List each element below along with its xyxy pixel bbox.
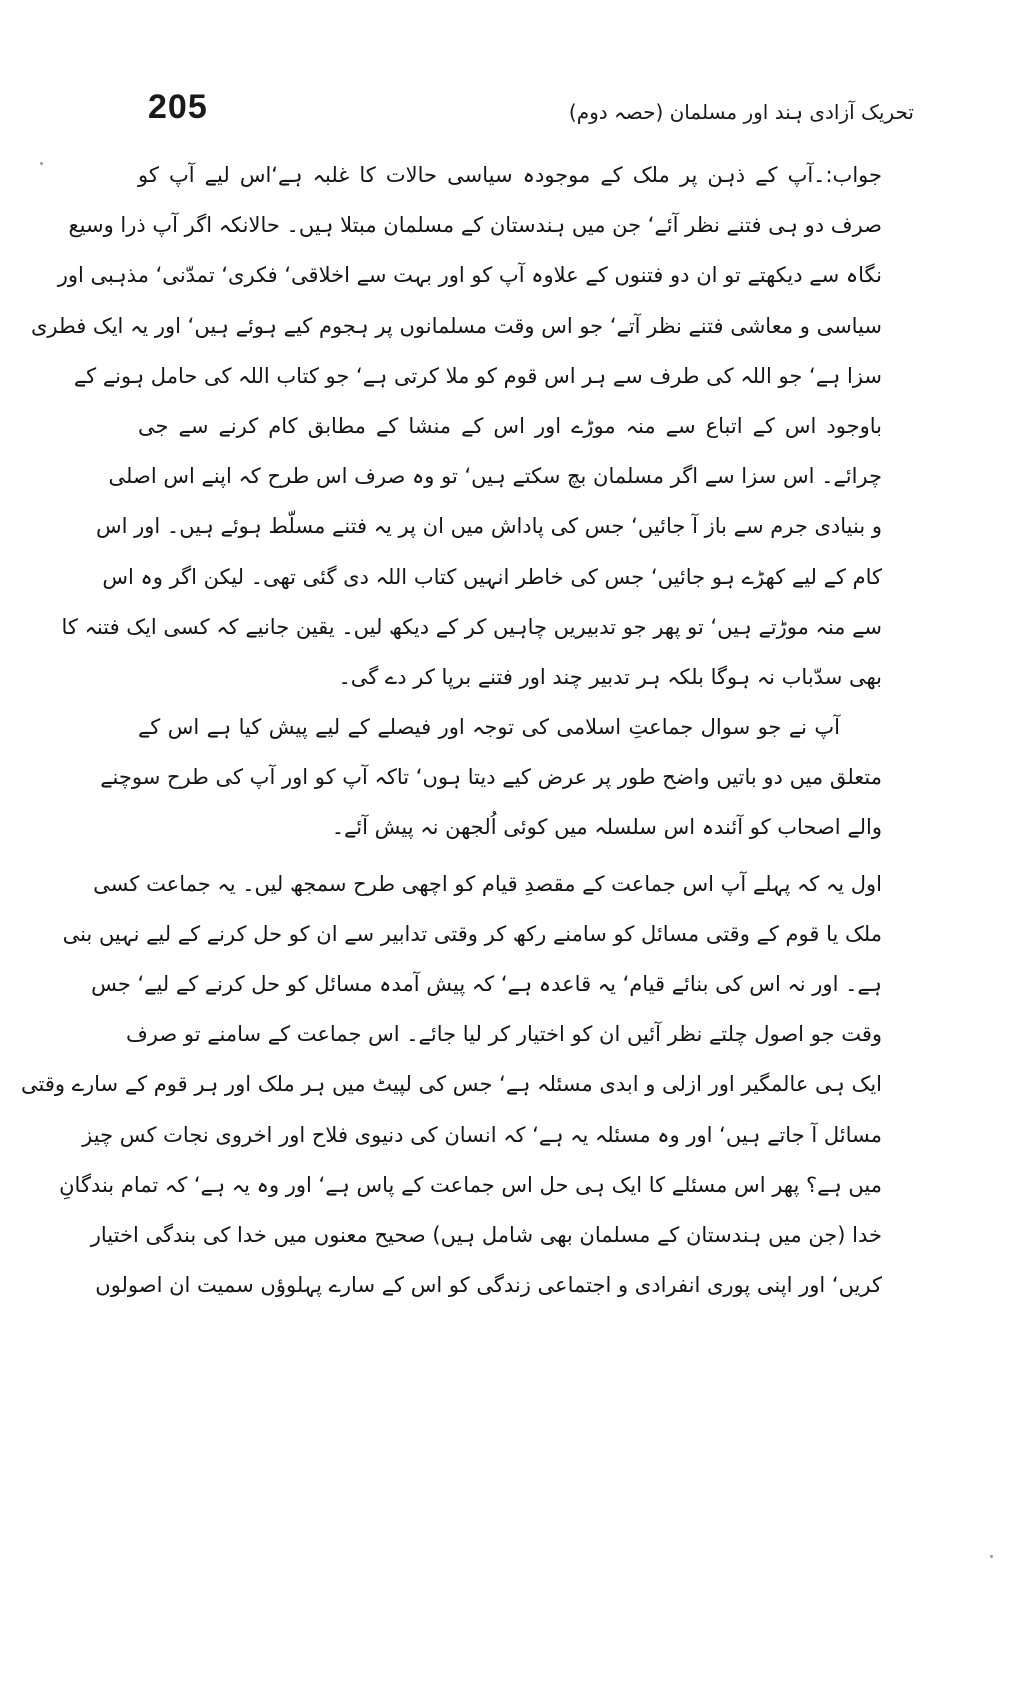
text-line: جواب:۔آپ کے ذہن پر ملک کے موجودہ سیاسی حالات کا غلبہ ہے‘اس لیے آپ کو — [138, 163, 882, 187]
running-header: تحریک آزادی ہند اور مسلمان (حصہ دوم) — [568, 100, 914, 124]
text-line: اول یہ کہ پہلے آپ اس جماعت کے مقصدِ قیام کو اچھی طرح سمجھ لیں۔ یہ جماعت کسی — [93, 871, 882, 896]
text-line: وقت جو اصول چلتے نظر آئیں ان کو اختیار کر لیا جائے۔ اس جماعت کے سامنے تو صرف — [125, 1022, 882, 1047]
text-line: باوجود اس کے اتباع سے منہ موڑے اور اس کے منشا کے مطابق کام کرنے سے جی — [138, 413, 882, 438]
text-line: سزا ہے‘ جو اللہ کی طرف سے ہر اس قوم کو ملا کرتی ہے‘ جو کتاب اللہ کی حامل ہونے کے — [73, 363, 882, 388]
text-line: چرائے۔ اس سزا سے اگر مسلمان بچ سکتے ہیں‘ تو وہ صرف اس طرح کہ اپنے اس اصلی — [108, 464, 882, 489]
scan-speck — [990, 1555, 993, 1558]
text-line: مسائل آ جاتے ہیں‘ اور وہ مسئلہ یہ ہے‘ کہ انسان کی دنیوی فلاح اور اخروی نجات کس چیز — [82, 1122, 882, 1147]
text-line: ہے۔ اور نہ اس کی بنائے قیام‘ یہ قاعدہ ہے‘ کہ پیش آمدہ مسائل کو حل کرنے کے لیے‘ جس — [91, 972, 882, 996]
text-line: صرف دو ہی فتنے نظر آئے‘ جن میں ہندستان کے مسلمان مبتلا ہیں۔ حالانکہ اگر آپ ذرا وسیع — [68, 213, 882, 238]
text-line: کریں‘ اور اپنی پوری انفرادی و اجتماعی زندگی کو اس کے سارے پہلوؤں سمیت ان اصولوں — [95, 1273, 882, 1298]
body-text — [21, 150, 882, 1310]
text-line: و بنیادی جرم سے باز آ جائیں‘ جس کی پاداش میں ان پر یہ فتنے مسلّط ہوئے ہیں۔ اور اس — [95, 514, 882, 539]
text-line: خدا (جن میں ہندستان کے مسلمان بھی شامل ہیں) صحیح معنوں میں خدا کی بندگی اختیار — [90, 1222, 882, 1247]
text-line: متعلق میں دو باتیں واضح طور پر عرض کیے دیتا ہوں‘ تاکہ آپ کو اور آپ کی طرح سوچنے — [100, 765, 882, 790]
text-line: والے اصحاب کو آئندہ اس سلسلہ میں کوئی اُلجھن نہ پیش آئے۔ — [331, 815, 882, 840]
text-line: سے منہ موڑتے ہیں‘ تو پھر جو تدبیریں چاہیں کر کے دیکھ لیں۔ یقین جانیے کہ کسی ایک فتنہ کا — [61, 614, 882, 639]
text-line: سیاسی و معاشی فتنے نظر آتے‘ جو اس وقت مسلمانوں پر ہجوم کیے ہوئے ہیں‘ اور یہ ایک فطری — [30, 313, 882, 338]
page-number: 205 — [148, 88, 208, 126]
scan-speck — [40, 162, 43, 165]
text-line: ایک ہی عالمگیر اور ازلی و ابدی مسئلہ ہے‘ جس کی لپیٹ میں ہر ملک اور ہر قوم کے سارے وقتی — [21, 1072, 882, 1097]
text-line: بھی سدّباب نہ ہوگا بلکہ ہر تدبیر چند اور فتنے برپا کر دے گی۔ — [338, 664, 882, 689]
text-line: ملک یا قوم کے وقتی مسائل کو سامنے رکھ کر وقتی تدابیر سے ان کو حل کرنے کے لیے نہیں بنی — [62, 921, 882, 946]
text-line: نگاہ سے دیکھتے تو ان دو فتنوں کے علاوہ آپ کو اور بہت سے اخلاقی‘ فکری‘ تمدّنی‘ مذہبی اور — [57, 263, 882, 288]
text-line: کام کے لیے کھڑے ہو جائیں‘ جس کی خاطر انہیں کتاب اللہ دی گئی تھی۔ لیکن اگر وہ اس — [102, 564, 882, 589]
text-line: آپ نے جو سوال جماعتِ اسلامی کی توجہ اور فیصلے کے لیے پیش کیا ہے اس کے — [138, 715, 840, 740]
text-line: میں ہے؟ پھر اس مسئلے کا ایک ہی حل اس جماعت کے پاس ہے‘ اور وہ یہ ہے‘ کہ تمام بندگانِ — [59, 1172, 882, 1197]
